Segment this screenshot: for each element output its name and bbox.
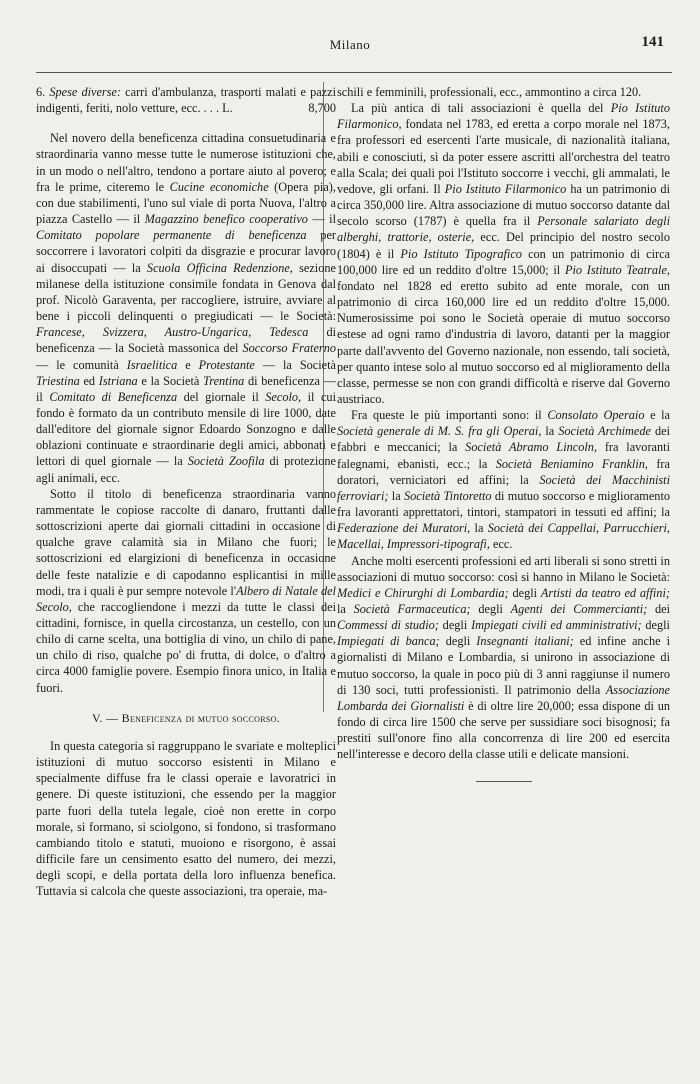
text-run: la xyxy=(541,424,559,439)
italic-run: Israelitica xyxy=(126,357,178,372)
italic-run: Triestina xyxy=(36,373,80,388)
text-run: e xyxy=(177,357,199,372)
text-run: del giornale il xyxy=(177,389,266,404)
text-run: la xyxy=(470,521,488,536)
italic-run: Scuola Officina Redenzione, xyxy=(146,260,293,275)
paragraph-professioni-liberali xyxy=(337,553,670,763)
text-run: ecc. xyxy=(489,537,513,552)
item-number: 6. xyxy=(36,85,46,99)
text-run: e la Società xyxy=(137,373,204,388)
text-run: che raccogliendone i mezzi da tutte le classi dei cittadini, fornisce, in quella circostanza, un cestello, con un chilo di carne scelta, una bottiglia di vino, un chilo di pane, un chilo di riso, qualche po' di frutta, di dolce, o d'altro a circa 4000 famiglie povere. Esempio finora unico, in Italia e fuori. xyxy=(36,599,336,695)
text-run: dei fabbri e meccanici; la xyxy=(337,424,670,455)
running-title: Milano xyxy=(329,37,371,52)
text-run: Fra queste le più importanti sono: il xyxy=(351,408,548,423)
italic-run: Pio Istituto Teatrale, xyxy=(564,262,670,277)
italic-run: Protestante xyxy=(198,357,255,372)
italic-run: Pio Istituto Tipografico xyxy=(400,246,522,261)
italic-run: Francese, Svizzera, Austro-Ungarica, Tedesca xyxy=(36,325,309,340)
paragraph-beneficenza-straordinaria xyxy=(36,486,336,696)
text-run: di mutuo soccorso e miglioramento fra lavoranti apprettatori, tintori, stampatori in tessuti ed affini; la xyxy=(337,488,671,520)
text-run: sezione milanese della istituzione consimile fondata in Genova dal prof. Nicolò Garaventa, per raccogliere, istruire, avviare al bene i piccoli delinquenti o pregiudicati — le Società: xyxy=(36,260,336,324)
italic-run: Società Beniamino Franklin, xyxy=(495,456,648,471)
italic-run: Cucine economiche xyxy=(169,179,269,194)
spacer xyxy=(36,116,336,130)
item-text: carri d'ambulanza, trasporti malati e pazzi indigenti, feriti, nolo vetture, ecc. . . . L. xyxy=(36,85,337,116)
text-run: — la Società xyxy=(254,357,337,372)
text-run: Sotto il titolo di beneficenza straordinaria vanno rammentate le copiose raccolte di danaro, fruttanti dalle sottoscrizioni aperte dai giornali cittadini in occasione di qualche grave calamità sia in Milano che fuori; le sottoscrizioni ed elargizioni di beneficenza in occasione delle feste natalizie e di capodanno esplicantisi in mille modi, tra i quali è pur sempre notevole l' xyxy=(36,486,336,598)
italic-run: Società Zoofila xyxy=(187,454,265,469)
italic-run: Società Tintoretto xyxy=(403,488,492,503)
text-run: fra lavoranti falegnami, ebanisti, ecc.; la xyxy=(337,440,670,471)
text-run: fra doratori, verniciatori ed affini; la xyxy=(337,456,670,487)
section-heading-text: V. — Beneficenza di mutuo soccorso. xyxy=(92,710,280,725)
text-run: Nel novero della beneficenza cittadina consuetudinaria e straordinaria vanno messe tutte le numerose istituzioni che, in un modo o nell'altro, tendono a portare aiuto al povero; e fra le prime, citeremo le xyxy=(36,131,336,194)
italic-run: Albero di Natale del Secolo, xyxy=(36,583,336,614)
text-run: degli xyxy=(470,602,511,616)
italic-run: Commessi di studio; xyxy=(337,618,439,633)
italic-run: Società Abramo Lincoln, xyxy=(465,440,598,455)
text-run: fondato nel 1828 ed eretto subito ad ente morale, con un patrimonio di circa 160,000 lire ed un reddito d'oltre 15,000. Numerosissime poi sono le Società operaie di mutuo soccorso estese ad ogni ramo d'industria di lavoro, datanti per la maggior parte dall'avvento del Governo nazionale, non essendo, tali società, per quanto intese solo al mutuo soccorso ed al miglioramento della classe, permesse se non con grandi difficoltà e riserve dal Governo austriaco. xyxy=(337,278,670,406)
italic-run: Impiegati di banca; xyxy=(337,634,440,649)
header-rule xyxy=(36,72,672,73)
text-run: degli xyxy=(641,618,670,633)
expense-item-6 xyxy=(36,84,336,116)
text-run: la xyxy=(337,602,354,616)
italic-run: Personale salariato degli alberghi, trattorie, osterie, xyxy=(337,214,671,245)
italic-run: Società dei Cappellai, Parrucchieri, Macellai, Impressori-tipografi, xyxy=(337,521,670,552)
text-run: è di oltre lire 20,000; essa dispone di un fondo di circa lire 1500 che serve per sussidiare soci bisognosi; fa prestiti sull'onore fino alla concorrenza di lire 200 ed esercita nell'interesse e decoro della classe utili e delicate mansioni. xyxy=(337,698,670,762)
italic-run: Medici e Chirurghi di Lombardia; xyxy=(337,585,509,600)
text-run: ha un patrimonio di circa 350,000 lire. Altra associazione di mutuo soccorso datante dal secolo scorso (1787) è quella fra il xyxy=(337,181,671,229)
italic-run: Consolato Operaio xyxy=(547,408,645,423)
text-run: (Opera pia), con due stabilimenti, l'uno sul viale di porta Nuova, l'altro a piazza Castello — il xyxy=(36,179,336,227)
italic-run: Pio Istituto Filarmonico, xyxy=(337,101,670,132)
italic-run: Impiegati civili ed amministrativi; xyxy=(471,618,642,633)
paragraph-beneficenza-cittadina xyxy=(36,130,336,485)
italic-run: Società dei Macchinisti ferroviari; xyxy=(337,472,671,503)
text-run: il cui fondo è formato da un contributo mensile di lire 1000, date dall'editore del giornale signor Edoardo Sonzogno e dalle oblazioni continuate e straordinarie degli amici, abbonati e lettori di quel giornale — la xyxy=(36,389,336,469)
section-heading xyxy=(36,710,336,726)
paragraph-continuation: schili e femminili, professionali, ecc., ammontino a circa 120. xyxy=(337,85,642,99)
italic-run: Associazione Lombarda dei Giornalisti xyxy=(337,682,670,713)
italic-run: Federazione dei Muratori, xyxy=(337,521,471,536)
text-run: — le comunità xyxy=(36,357,127,372)
text-run: di beneficenza — la Società massonica del xyxy=(36,325,337,356)
text-run: ecc. Del principio del nostro secolo (1804) è il xyxy=(337,230,670,261)
item-title: Spese diverse: xyxy=(49,85,122,99)
page-number: 141 xyxy=(641,34,664,50)
italic-run: Società Archimede xyxy=(558,424,651,439)
text-run: la xyxy=(388,488,404,503)
text-run: — il xyxy=(307,212,337,227)
end-rule xyxy=(476,781,532,782)
italic-run: Soccorso Fraterno xyxy=(242,341,336,356)
text-run: degli xyxy=(439,634,477,649)
italic-run: Pio Istituto Filarmonico xyxy=(444,181,567,196)
text-run: dei xyxy=(647,602,670,616)
italic-run: Società Farmaceutica; xyxy=(353,602,471,616)
paragraph-pio-istituto xyxy=(337,100,670,407)
text-run: Anche molti esercenti professioni ed arti liberali si sono stretti in associazioni di mutuo soccorso: così si hanno in Milano le Società: xyxy=(337,553,670,584)
text-run: degli xyxy=(438,618,472,633)
text-run: fondata nel 1783, ed eretta a corpo morale nel 1873, fra professori ed esercenti l'arte musicale, di nazionalità italiana, abili e conosciuti, sì da poter essere ascritti all'orchestra del teatro alla Scala; dei quali poi l'Istituto soccorre i vecchi, gli ammalati, le vedove, gli orfani. Il xyxy=(337,117,670,196)
italic-run: Insegnanti italiani; xyxy=(476,634,574,649)
italic-run: Comitato popolare permanente di beneficenza xyxy=(36,228,307,243)
italic-run: Secolo, xyxy=(265,389,302,404)
text-run: e la xyxy=(644,408,671,423)
italic-run: Artisti da teatro ed affini; xyxy=(540,585,670,600)
text-run: di beneficenza — il xyxy=(36,373,336,404)
text-run: ed infine anche i giornalisti di Milano e Lombardia, si unirono in associazione di mutuo soccorso, la quale in poco più di 3 anni raggiunse il numero di 130 soci, tutti professionisti. Il patrimonio della xyxy=(337,634,670,697)
item-amount: 8,700 xyxy=(308,101,336,116)
italic-run: Trentina xyxy=(203,373,245,388)
text-run: ed xyxy=(79,373,99,388)
italic-run: Istriana xyxy=(98,373,138,388)
text-run: per soccorrere i lavoratori colpiti da disgrazie e procurar lavoro ai disoccupati — la xyxy=(36,228,336,275)
text-run: La più antica di tali associazioni è quella del xyxy=(351,101,611,116)
text-run: degli xyxy=(508,585,541,600)
italic-run: Agenti dei Commercianti; xyxy=(510,602,648,616)
right-column xyxy=(337,84,670,782)
italic-run: Comitato di Beneficenza xyxy=(49,389,178,404)
paragraph-mutuo-soccorso: In questa categoria si raggruppano le svariate e molteplici istituzioni di mutuo soccorso esistenti in Milano e specialmente diffuse fra le classi operaie e lavoratrici in genere. Di queste istituzioni, che essendo per la maggior parte fuori della tutela legale, cioè non erette in corpo morale, si formano, si sciolgono, si fondono, si trasformano cambiando titolo e statuti, muoiono e risorgono, è assai difficile fare un censimento esatto del numero, dei mezzi, degli scopi, e della portata della loro influenza benefica. Tuttavia si calcola che queste associazioni, tra operaie, ma- xyxy=(36,738,336,899)
italic-run: Magazzino benefico cooperativo xyxy=(144,212,308,227)
paragraph-societa-importanti xyxy=(337,407,670,552)
italic-run: Società generale di M. S. fra gli Operai, xyxy=(337,424,542,439)
text-run: con un patrimonio di circa 100,000 lire ed un reddito d'oltre 15,000; il xyxy=(337,246,670,277)
left-column xyxy=(36,84,336,900)
text-run: di protezione agli animali, ecc. xyxy=(36,454,336,485)
